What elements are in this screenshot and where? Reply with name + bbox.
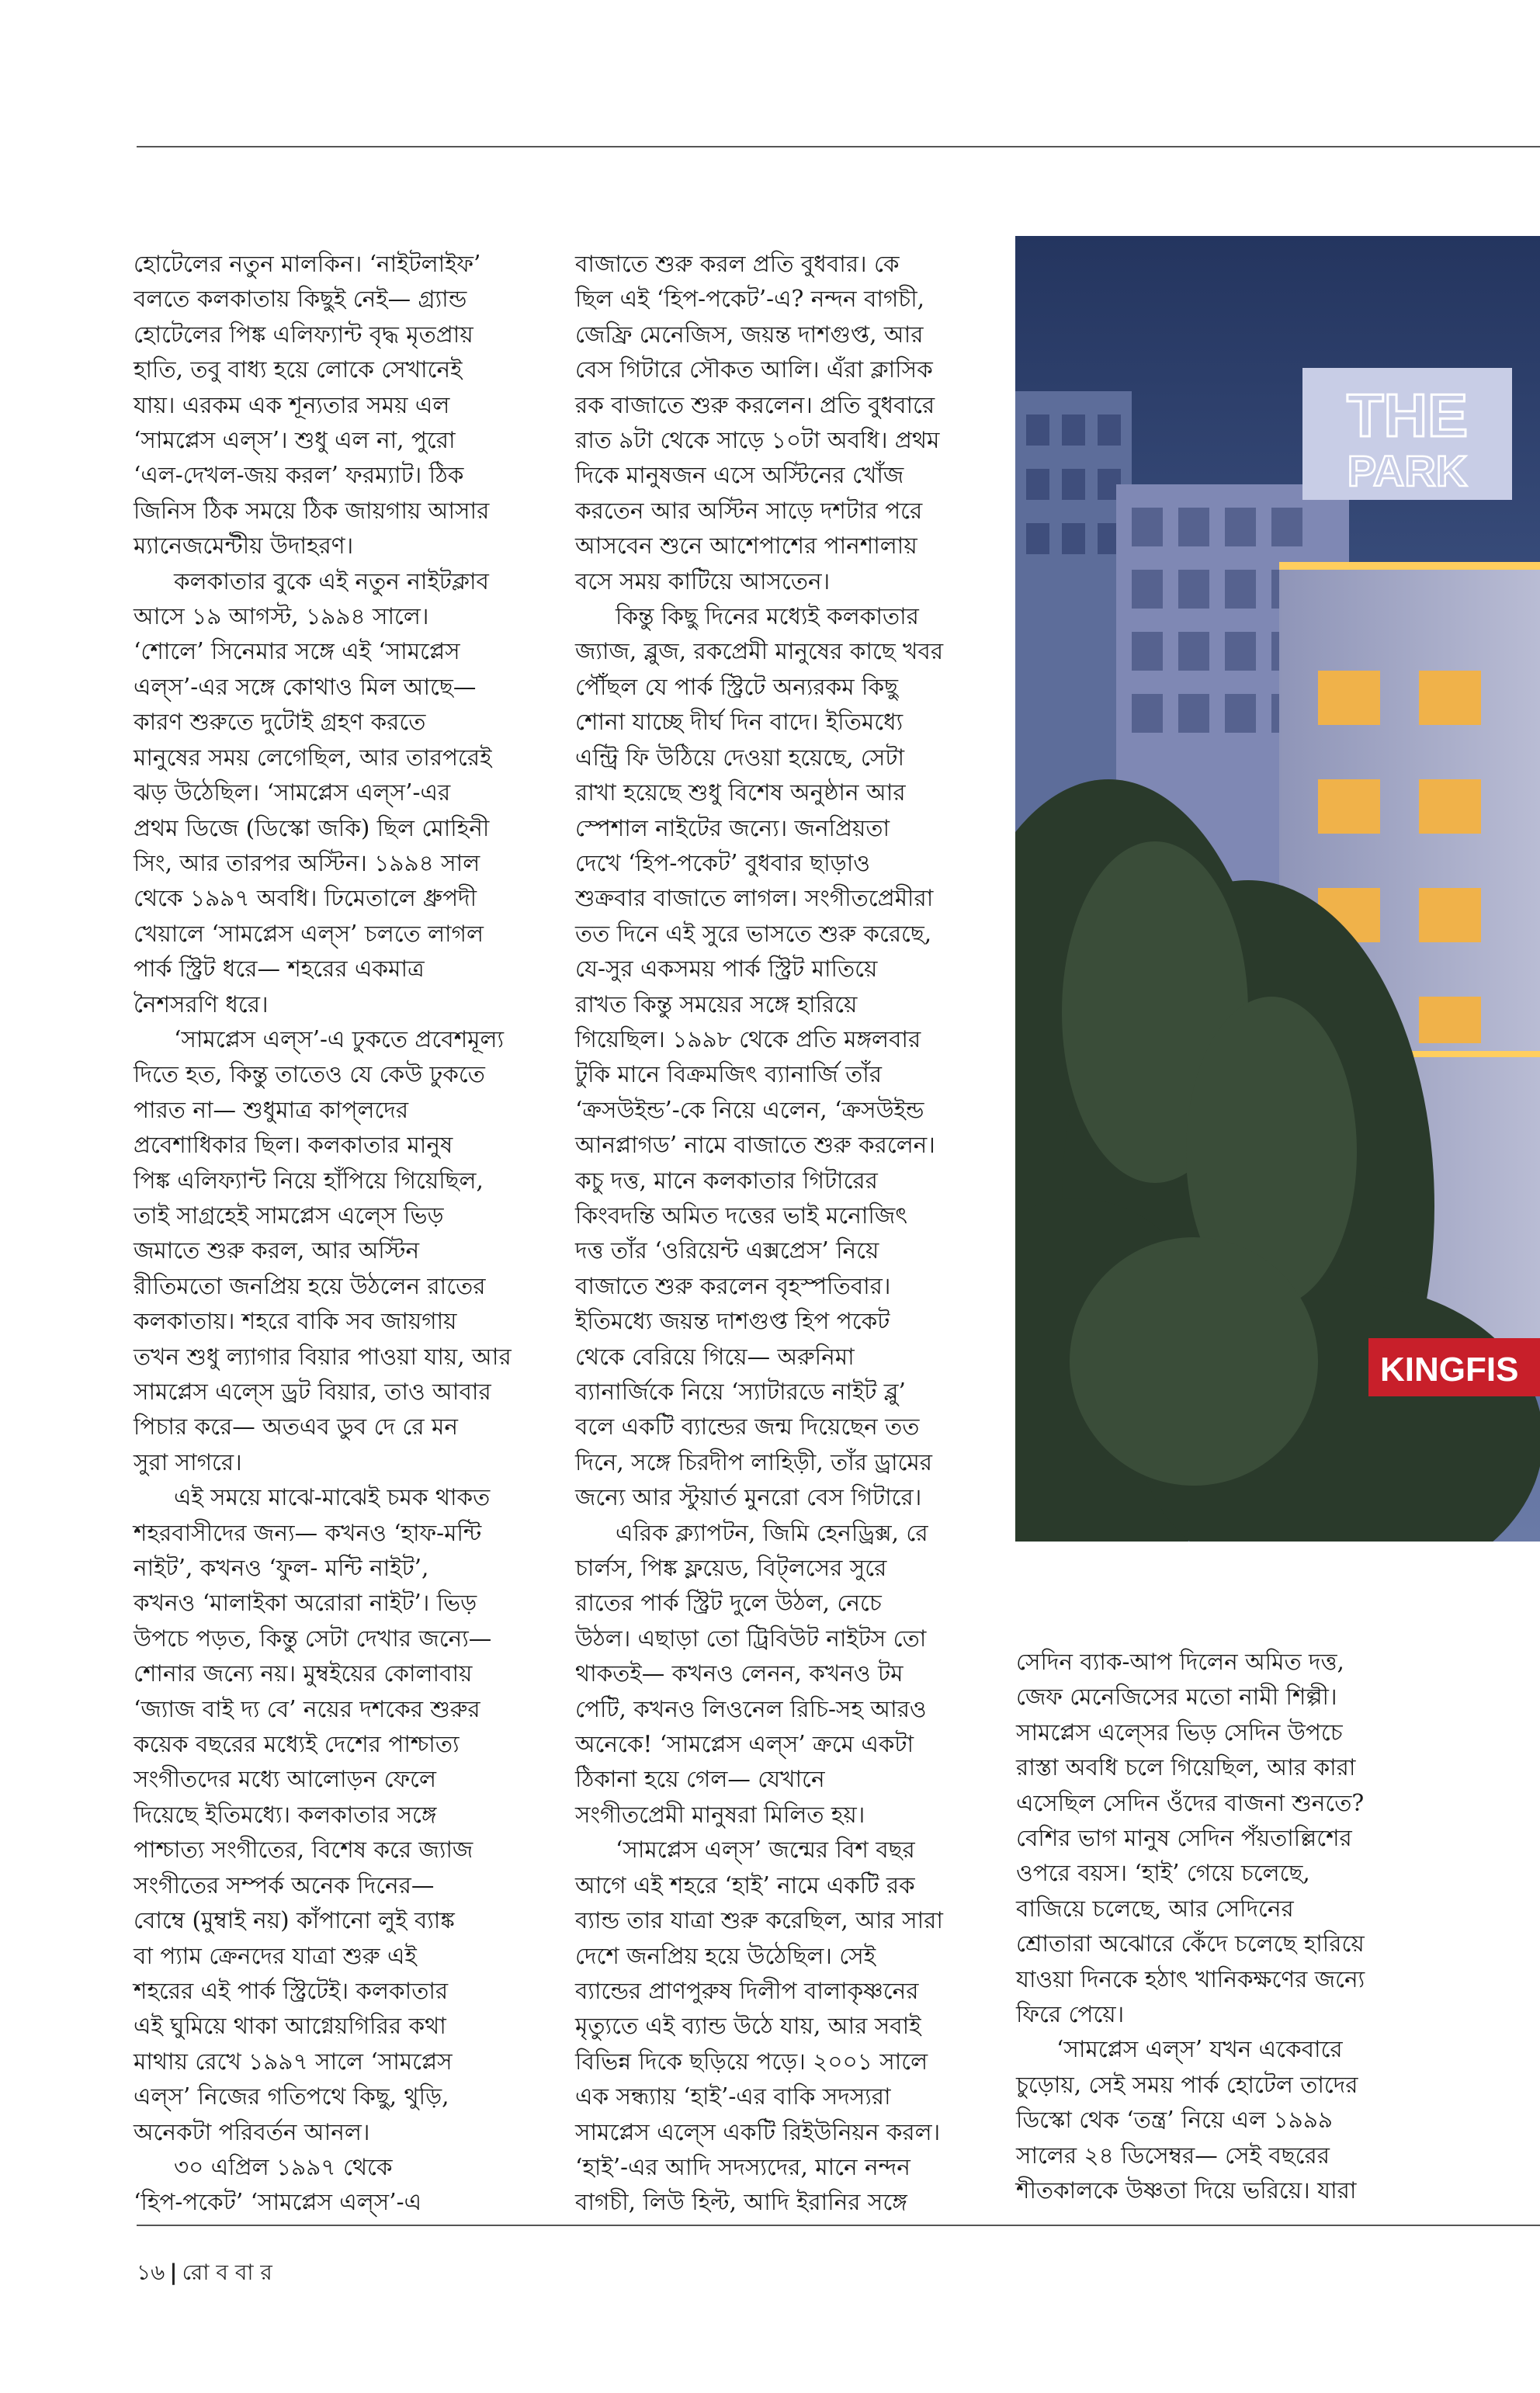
text-line: রাস্তা অবধি চলে গিয়েছিল, আর কারা bbox=[1016, 1754, 1356, 1781]
text-line: সামপ্লেস এল্সে ড্রট বিয়ার, তাও আবার bbox=[134, 1379, 491, 1405]
text-line: আনপ্লাগড’ নামে বাজাতে শুরু করলেন। bbox=[575, 1132, 935, 1159]
text-line: গিয়েছিল। ১৯৯৮ থেকে প্রতি মঙ্গলবার bbox=[575, 1025, 921, 1053]
text-line: এসেছিল সেদিন ওঁদের বাজনা শুনতে? bbox=[1016, 1789, 1365, 1816]
text-line: বলে একটি ব্যান্ডের জন্ম দিয়েছেন তত bbox=[575, 1413, 920, 1441]
text-line: ৩০ এপ্রিল ১৯৯৭ থেকে bbox=[174, 2153, 393, 2180]
text-line: করতেন আর অস্টিন সাড়ে দশটার পরে bbox=[575, 497, 923, 524]
text-line: উঠল। এছাড়া তো ট্রিবিউট নাইটস তো bbox=[575, 1625, 927, 1652]
text-line: পার্ক স্ট্রিট ধরে— শহরের একমাত্র bbox=[134, 955, 425, 983]
text-line: বেস গিটারে সৌকত আলি। এঁরা ক্লাসিক bbox=[575, 356, 933, 383]
text-line: জমাতে শুরু করল, আর অস্টিন bbox=[134, 1237, 420, 1264]
text-line: শোনা যাচ্ছে দীর্ঘ দিন বাদে। ইতিমধ্যে bbox=[575, 709, 904, 736]
text-line: রাখত কিন্তু সময়ের সঙ্গে হারিয়ে bbox=[575, 990, 858, 1018]
text-line: কারণ শুরুতে দুটোই গ্রহণ করতে bbox=[134, 709, 426, 736]
text-line: জেফ্রি মেনেজিস, জয়ন্ত দাশগুপ্ত, আর bbox=[575, 321, 924, 348]
text-line: বিভিন্ন দিকে ছড়িয়ে পড়ে। ২০০১ সালে bbox=[575, 2048, 928, 2075]
text-line: পাশ্চাত্য সংগীতের, বিশেষ করে জ্যাজ bbox=[134, 1836, 473, 1864]
text-line: প্রবেশাধিকার ছিল। কলকাতার মানুষ bbox=[134, 1132, 453, 1159]
text-line: ইতিমধ্যে জয়ন্ত দাশগুপ্ত হিপ পকেট bbox=[575, 1308, 890, 1335]
text-line: সেদিন ব্যাক-আপ দিলেন অমিত দত্ত, bbox=[1016, 1649, 1344, 1675]
text-line: ‘এল-দেখল-জয় করল’ ফরম্যাট। ঠিক bbox=[134, 462, 464, 489]
text-line: কলকাতার বুকে এই নতুন নাইটক্লাব bbox=[174, 567, 489, 595]
article-column-1 bbox=[134, 247, 553, 2221]
text-line: ডিস্কো থেক ‘তন্ত্র’ নিয়ে এল ১৯৯৯ bbox=[1016, 2107, 1334, 2134]
text-line: প্রথম ডিজে (ডিস্কো জকি) ছিল মোহিনী bbox=[134, 814, 490, 841]
text-line: ‘হাই’-এর আদি সদস্যদের, মানে নন্দন bbox=[575, 2153, 910, 2180]
park-hotel-photo bbox=[1015, 236, 1540, 1542]
hotel-sign-line1: THE bbox=[1347, 381, 1468, 449]
text-line: ফিরে পেয়ে। bbox=[1016, 2001, 1125, 2028]
text-line: সিং, আর তারপর অস্টিন। ১৯৯৪ সাল bbox=[134, 849, 480, 876]
text-line: বাজাতে শুরু করলেন বৃহস্পতিবার। bbox=[575, 1272, 891, 1299]
text-line: শহরবাসীদের জন্য— কখনও ‘হাফ-মন্টি bbox=[134, 1519, 482, 1546]
text-line: দিতে হত, কিন্তু তাতেও যে কেউ ঢুকতে bbox=[134, 1061, 485, 1088]
article-column-2 bbox=[575, 247, 1002, 2221]
text-line: রাখা হয়েছে শুধু বিশেষ অনুষ্ঠান আর bbox=[575, 779, 906, 806]
text-line: অনেকে! ‘সামপ্লেস এল্স’ ক্রমে একটা bbox=[575, 1731, 914, 1758]
text-line: ম্যানেজমেন্টীয় উদাহরণ। bbox=[134, 532, 354, 560]
text-line: দত্ত তাঁর ‘ওরিয়েন্ট এক্সপ্রেস’ নিয়ে bbox=[575, 1237, 879, 1264]
page-footer bbox=[137, 2256, 272, 2292]
text-line: এল্স’ নিজের গতিপথে কিছু, থুড়ি, bbox=[134, 2083, 449, 2110]
text-line: শোনার জন্যে নয়। মুম্বইয়ের কোলাবায় bbox=[134, 1660, 473, 1687]
text-line: রক বাজাতে শুরু করলেন। প্রতি বুধবারে bbox=[575, 391, 935, 418]
footer-separator: | bbox=[169, 2259, 178, 2285]
text-line: ‘সামপ্লেস এল্স’। শুধু এল না, পুরো bbox=[134, 427, 456, 454]
page-number: ১৬ bbox=[137, 2259, 165, 2285]
text-line: ‘হিপ-পকেট’ ‘সামপ্লেস এল্স’-এ bbox=[134, 2189, 422, 2216]
text-line: তখন শুধু ল্যাগার বিয়ার পাওয়া যায়, আর bbox=[134, 1343, 512, 1370]
top-rule bbox=[137, 146, 1540, 147]
hotel-sign-line2: PARK bbox=[1347, 446, 1468, 495]
text-line: মৃত্যুতে এই ব্যান্ড উঠে যায়, আর সবাই bbox=[575, 2013, 921, 2040]
text-line: দিয়েছে ইতিমধ্যে। কলকাতার সঙ্গে bbox=[134, 1801, 437, 1828]
text-line: সংগীতের সম্পর্ক অনেক দিনের— bbox=[134, 1871, 435, 1899]
text-line: রাতের পার্ক স্ট্রিট দুলে উঠল, নেচে bbox=[575, 1590, 882, 1617]
text-line: ব্যান্ডের প্রাণপুরুষ দিলীপ বালাকৃষ্ণনের bbox=[575, 1977, 919, 2004]
text-line: ব্যানার্জিকে নিয়ে ‘স্যাটারডে নাইট ব্লু’ bbox=[575, 1379, 906, 1405]
text-line: ওপরে বয়স। ‘হাই’ গেয়ে চলেছে, bbox=[1016, 1860, 1310, 1887]
text-line: চার্লস, পিঙ্ক ফ্লয়েড, বিট্‌লসের সুরে bbox=[575, 1555, 887, 1582]
text-line: থেকে ১৯৯৭ অবধি। ঢিমেতালে ধ্রুপদী bbox=[134, 885, 477, 912]
text-line: যায়। এরকম এক শূন্যতার সময় এল bbox=[134, 391, 450, 418]
text-line: সংগীতপ্রেমী মানুষরা মিলিত হয়। bbox=[575, 1801, 865, 1828]
text-line: শ্রোতারা অঝোরে কেঁদে চলেছে হারিয়ে bbox=[1016, 1930, 1365, 1958]
text-line: ‘শোলে’ সিনেমার সঙ্গে এই ‘সামপ্লেস bbox=[134, 638, 460, 665]
text-line: বোম্বে (মুম্বাই নয়) কাঁপানো লুই ব্যাঙ্ক bbox=[134, 1907, 455, 1934]
text-line: ঠিকানা হয়ে গেল— যেখানে bbox=[575, 1766, 825, 1793]
text-line: রীতিমতো জনপ্রিয় হয়ে উঠলেন রাতের bbox=[134, 1272, 486, 1299]
article-column-3 bbox=[1016, 1645, 1528, 2209]
text-line: বাজিয়ে চলেছে, আর সেদিনের bbox=[1016, 1895, 1294, 1922]
text-line: সুরা সাগরে। bbox=[134, 1448, 242, 1476]
text-line: শীতকালকে উষ্ণতা দিয়ে ভরিয়ে। যারা bbox=[1016, 2177, 1357, 2204]
text-line: ব্যান্ড তার যাত্রা শুরু করেছিল, আর সারা bbox=[575, 1907, 943, 1934]
text-line: সামপ্লেস এল্সের ভিড় সেদিন উপচে bbox=[1016, 1718, 1343, 1746]
text-line: দেখে ‘হিপ-পকেট’ বুধবার ছাড়াও bbox=[575, 849, 871, 876]
text-line: জ্যাজ, ব্লুজ, রকপ্রেমী মানুষের কাছে খবর bbox=[575, 638, 944, 665]
text-line: কিন্তু কিছু দিনের মধ্যেই কলকাতার bbox=[616, 603, 919, 630]
text-line: হাতি, তবু বাধ্য হয়ে লোকে সেখানেই bbox=[134, 356, 463, 383]
text-line: ‘সামপ্লেস এল্স’-এ ঢুকতে প্রবেশমূল্য bbox=[174, 1025, 505, 1053]
text-line: হোটেলের নতুন মালকিন। ‘নাইটলাইফ’ bbox=[134, 251, 481, 277]
text-line: কখনও ‘মালাইকা অরোরা নাইট’। ভিড় bbox=[134, 1590, 477, 1617]
text-line: স্পেশাল নাইটের জন্যে। জনপ্রিয়তা bbox=[575, 814, 890, 841]
text-line: ‘ক্রসউইন্ড’-কে নিয়ে এলেন, ‘ক্রসউইন্ড bbox=[575, 1096, 924, 1123]
text-line: বাগচী, লিউ হিল্ট, আদি ইরানির সঙ্গে bbox=[575, 2189, 907, 2216]
text-line: চুড়োয়, সেই সময় পার্ক হোটেল তাদের bbox=[1016, 2071, 1358, 2098]
text-line: সংগীতদের মধ্যে আলোড়ন ফেলে bbox=[134, 1766, 436, 1793]
text-line: বসে সময় কাটিয়ে আসতেন। bbox=[575, 567, 831, 595]
text-line: বেশির ভাগ মানুষ সেদিন পঁয়তাল্লিশের bbox=[1016, 1825, 1352, 1852]
text-line: যাওয়া দিনকে হঠাৎ খানিকক্ষণের জন্যে bbox=[1016, 1965, 1365, 1992]
text-line: দিকে মানুষজন এসে অস্টিনের খোঁজ bbox=[575, 462, 904, 489]
text-line: টুকি মানে বিক্রমজিৎ ব্যানার্জি তাঁর bbox=[575, 1061, 883, 1088]
text-line: মানুষের সময় লেগেছিল, আর তারপরেই bbox=[134, 744, 492, 771]
text-line: জিনিস ঠিক সময়ে ঠিক জায়গায় আসার bbox=[134, 497, 490, 524]
text-line: বলতে কলকাতায় কিছুই নেই— গ্র্যান্ড bbox=[134, 286, 467, 313]
text-line: এই ঘুমিয়ে থাকা আগ্নেয়গিরির কথা bbox=[134, 2013, 446, 2040]
text-line: এই সময়ে মাঝে-মাঝেই চমক থাকত bbox=[174, 1484, 491, 1511]
text-line: ‘সামপ্লেস এল্স’ যখন একেবারে bbox=[1056, 2036, 1343, 2063]
text-line: জন্যে আর স্টুয়ার্ত মুনরো বেস গিটারে। bbox=[575, 1484, 922, 1511]
text-line: হোটেলের পিঙ্ক এলিফ্যান্ট বৃদ্ধ মৃতপ্রায় bbox=[134, 321, 473, 348]
text-line: ‘জ্যাজ বাই দ্য বে’ নয়ের দশকের শুরুর bbox=[134, 1695, 480, 1722]
text-line: উপচে পড়ত, কিন্তু সেটা দেখার জন্যে— bbox=[134, 1625, 492, 1652]
text-line: এক সন্ধ্যায় ‘হাই’-এর বাকি সদস্যরা bbox=[575, 2083, 891, 2110]
text-line: আসবেন শুনে আশেপাশের পানশালায় bbox=[575, 532, 917, 560]
text-line: এল্স’-এর সঙ্গে কোথাও মিল আছে— bbox=[134, 673, 477, 700]
text-line: আসে ১৯ আগস্ট, ১৯৯৪ সালে। bbox=[134, 603, 429, 630]
text-line: পিচার করে— অতএব ডুব দে রে মন bbox=[134, 1413, 458, 1441]
text-line: রাত ৯টা থেকে সাড়ে ১০টা অবধি। প্রথম bbox=[575, 427, 940, 454]
text-line: ‘সামপ্লেস এল্স’ জন্মের বিশ বছর bbox=[616, 1836, 915, 1864]
text-line: এন্ট্রি ফি উঠিয়ে দেওয়া হয়েছে, সেটা bbox=[575, 744, 904, 771]
text-line: নাইট’, কখনও ‘ফুল- মন্টি নাইট’, bbox=[134, 1555, 429, 1582]
text-line: ঝড় উঠেছিল। ‘সামপ্লেস এল্স’-এর bbox=[134, 779, 451, 806]
text-line: ছিল এই ‘হিপ-পকেট’-এ? নন্দন বাগচী, bbox=[575, 286, 925, 313]
text-line: তত দিনে এই সুরে ভাসতে শুরু করেছে, bbox=[575, 920, 932, 947]
text-line: সালের ২৪ ডিসেম্বর— সেই বছরের bbox=[1016, 2142, 1330, 2169]
text-line: যে-সুর একসময় পার্ক স্ট্রিট মাতিয়ে bbox=[575, 955, 878, 983]
text-line: পিঙ্ক এলিফ্যান্ট নিয়ে হাঁপিয়ে গিয়েছিল, bbox=[134, 1167, 484, 1194]
text-line: কয়েক বছরের মধ্যেই দেশের পাশ্চাত্য bbox=[134, 1731, 460, 1758]
text-line: পেটি, কখনও লিওনেল রিচি-সহ আরও bbox=[575, 1695, 927, 1722]
text-line: থেকে বেরিয়ে গিয়ে— অরুনিমা bbox=[575, 1343, 855, 1370]
text-line: আগে এই শহরে ‘হাই’ নামে একটি রক bbox=[575, 1871, 915, 1899]
text-line: দেশে জনপ্রিয় হয়ে উঠেছিল। সেই bbox=[575, 1942, 876, 1969]
text-line: খেয়ালে ‘সামপ্লেস এল্স’ চলতে লাগল bbox=[134, 920, 484, 947]
text-line: জেফ মেনেজিসের মতো নামী শিল্পী। bbox=[1016, 1684, 1337, 1711]
text-line: মাথায় রেখে ১৯৯৭ সালে ‘সামপ্লেস bbox=[134, 2048, 453, 2075]
store-sign: KINGFIS bbox=[1380, 1351, 1519, 1389]
text-line: কিংবদন্তি অমিত দত্তের ভাই মনোজিৎ bbox=[575, 1202, 908, 1229]
text-line: বাজাতে শুরু করল প্রতি বুধবার। কে bbox=[575, 251, 900, 277]
text-line: অনেকটা পরিবর্তন আনল। bbox=[134, 2118, 370, 2145]
text-line: বা প্যাম ক্রেনদের যাত্রা শুরু এই bbox=[134, 1942, 417, 1969]
text-line: থাকতই— কখনও লেনন, কখনও টম bbox=[575, 1660, 904, 1687]
bottom-rule bbox=[137, 2225, 1540, 2226]
text-line: নৈশসরণি ধরে। bbox=[134, 990, 269, 1018]
text-line: দিনে, সঙ্গে চিরদীপ লাহিড়ী, তাঁর ড্রামের bbox=[575, 1448, 933, 1476]
text-line: সামপ্লেস এল্সে একটি রিইউনিয়ন করল। bbox=[575, 2118, 941, 2145]
text-line: পৌঁছল যে পার্ক স্ট্রিটে অন্যরকম কিছু bbox=[575, 673, 899, 700]
text-line: শুক্রবার বাজাতে লাগল। সংগীতপ্রেমীরা bbox=[575, 885, 934, 912]
text-line: কচু দত্ত, মানে কলকাতার গিটারের bbox=[575, 1167, 878, 1194]
text-line: পারত না— শুধুমাত্র কাপ্‌লদের bbox=[134, 1096, 409, 1123]
text-line: শহরের এই পার্ক স্ট্রিটেই। কলকাতার bbox=[134, 1977, 449, 2004]
magazine-name: রো ব বা র bbox=[182, 2259, 272, 2285]
text-line: তাই সাগ্রহেই সামপ্লেস এল্সে ভিড় bbox=[134, 1202, 444, 1229]
text-line: কলকাতায়। শহরে বাকি সব জায়গায় bbox=[134, 1308, 457, 1335]
text-line: এরিক ক্ল্যাপটন, জিমি হেনড্রিক্স, রে bbox=[616, 1519, 928, 1546]
